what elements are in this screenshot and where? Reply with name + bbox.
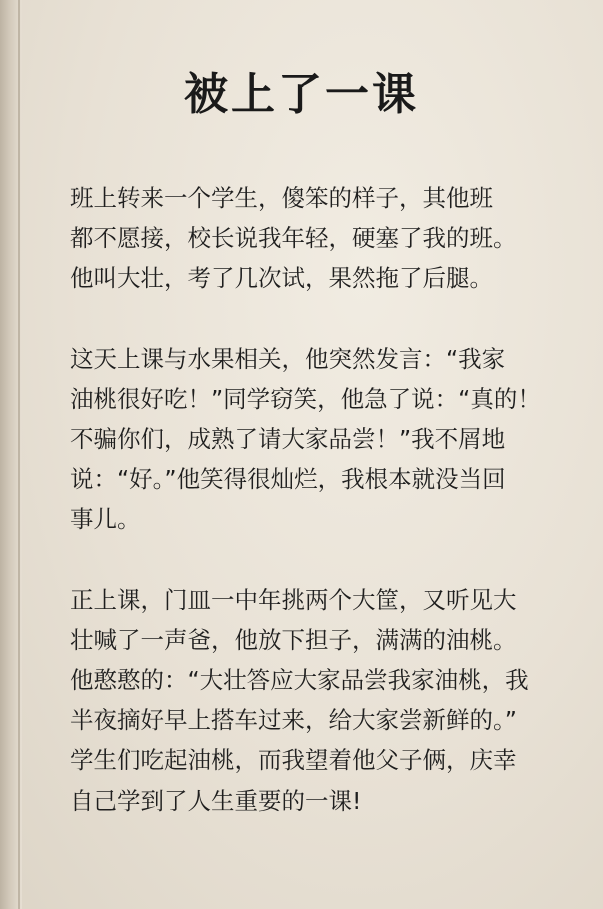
paragraph-1 bbox=[70, 178, 590, 299]
text-line: 自己学到了人生重要的一课! bbox=[70, 786, 362, 815]
paragraph-2 bbox=[70, 339, 590, 540]
text-line: 他憨憨的：“大壮答应大家品尝我家油桃，我 bbox=[70, 666, 529, 695]
text-line: 壮喊了一声爸，他放下担子，满满的油桃。 bbox=[70, 625, 517, 654]
text-line: 说：“好。”他笑得很灿烂，我根本就没当回 bbox=[70, 465, 506, 494]
paragraph-3 bbox=[70, 580, 590, 821]
text-line: 半夜摘好早上搭车过来，给大家尝新鲜的。” bbox=[70, 706, 517, 735]
text-line: 班上转来一个学生，傻笨的样子，其他班 bbox=[70, 184, 493, 212]
page-title: 被上了一课 bbox=[184, 69, 419, 120]
text-line: 他叫大壮，考了几次试，果然拖了后腿。 bbox=[70, 264, 493, 293]
text-line: 都不愿接，校长说我年轻，硬塞了我的班。 bbox=[70, 224, 517, 253]
text-line: 学生们吃起油桃，而我望着他父子俩，庆幸 bbox=[70, 746, 517, 775]
book-spine-line bbox=[18, 0, 20, 909]
story-body bbox=[70, 178, 590, 861]
text-line: 事儿。 bbox=[70, 505, 141, 534]
text-line: 这天上课与水果相关，他突然发言：“我家 bbox=[70, 344, 506, 373]
text-line: 不骗你们，成熟了请大家品尝！”我不屑地 bbox=[70, 425, 506, 454]
text-line: 油桃很好吃！”同学窃笑，他急了说：“真的！ bbox=[70, 384, 541, 413]
text-line: 正上课，门皿一中年挑两个大筐，又听见大 bbox=[70, 585, 517, 614]
